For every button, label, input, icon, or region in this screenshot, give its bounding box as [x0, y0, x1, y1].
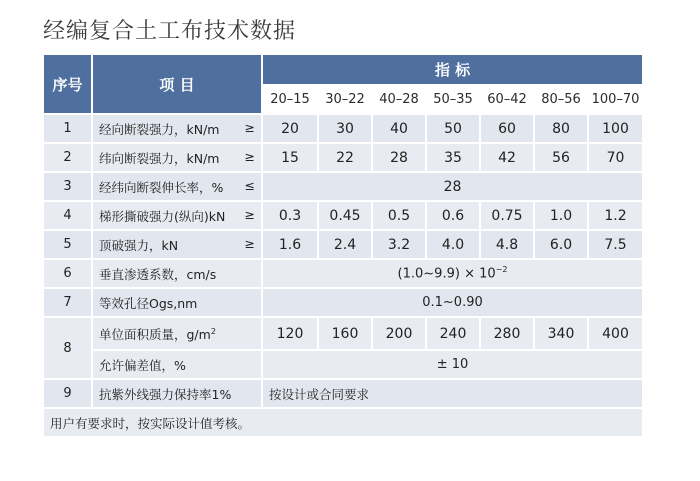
cell-value: 60 — [481, 115, 533, 142]
cell-value: 280 — [481, 318, 533, 349]
merged-value: 0.1~0.90 — [263, 289, 642, 316]
row-item: 允许偏差值，% — [93, 351, 261, 378]
spec-header: 20–15 — [263, 86, 317, 113]
page-title: 经编复合土工布技术数据 — [43, 19, 297, 44]
cell-value: 340 — [535, 318, 587, 349]
cell-value: 400 — [589, 318, 642, 349]
table-row — [44, 260, 642, 287]
row-item: 单位面积质量，$g/m^2$ — [93, 318, 261, 349]
table-row — [44, 231, 642, 258]
row-item: 梯形撕破强力(纵向)kN ≥ — [93, 202, 261, 229]
row-number: 9 — [44, 380, 91, 407]
row-number: 6 — [44, 260, 91, 287]
row-item: 抗紫外线强力保持率1% — [93, 380, 261, 407]
spec-header: 30–22 — [319, 86, 371, 113]
row-number: 4 — [44, 202, 91, 229]
cell-value: 50 — [427, 115, 479, 142]
table-row — [44, 173, 642, 200]
cell-value: 7.5 — [589, 231, 642, 258]
cell-value: 1.2 — [589, 202, 642, 229]
cell-value: 120 — [263, 318, 317, 349]
cell-value: 6.0 — [535, 231, 587, 258]
cell-value: 15 — [263, 144, 317, 171]
cell-value: 30 — [319, 115, 371, 142]
row-number: 1 — [44, 115, 91, 142]
row-number: 3 — [44, 173, 91, 200]
cell-value: 35 — [427, 144, 479, 171]
cell-value: 100 — [589, 115, 642, 142]
table-row — [44, 318, 642, 349]
table-row — [44, 351, 642, 378]
cell-value: 40 — [373, 115, 425, 142]
cell-value: 28 — [373, 144, 425, 171]
table-row — [44, 115, 642, 142]
table-row — [44, 144, 642, 171]
cell-value: 4.0 — [427, 231, 479, 258]
cell-value: 3.2 — [373, 231, 425, 258]
row-number: 2 — [44, 144, 91, 171]
row-item: 经纬向断裂伸长率，% ≤ — [93, 173, 261, 200]
row-item: 垂直渗透系数，cm/s — [93, 260, 261, 287]
merged-value: ± 10 — [263, 351, 642, 378]
spec-header: 50–35 — [427, 86, 479, 113]
cell-value: 0.5 — [373, 202, 425, 229]
cell-value: 1.0 — [535, 202, 587, 229]
cell-value: 0.3 — [263, 202, 317, 229]
row-number: 8 — [44, 318, 91, 378]
cell-value: 42 — [481, 144, 533, 171]
merged-value: 按设计或合同要求 — [263, 380, 642, 407]
table-row — [44, 202, 642, 229]
cell-value: 200 — [373, 318, 425, 349]
spec-header: 100–70 — [589, 86, 642, 113]
row-number: 5 — [44, 231, 91, 258]
tech-data-table — [42, 53, 644, 438]
cell-value: 70 — [589, 144, 642, 171]
table-note: 用户有要求时，按实际设计值考核。 — [44, 409, 642, 436]
merged-value: (1.0~9.9) × $10^{-2}$ — [263, 260, 642, 287]
spec-header: 80–56 — [535, 86, 587, 113]
header-item: 项 目 — [93, 55, 261, 113]
cell-value: 0.6 — [427, 202, 479, 229]
cell-value: 20 — [263, 115, 317, 142]
cell-value: 2.4 — [319, 231, 371, 258]
row-item: 经向断裂强力，kN/m ≥ — [93, 115, 261, 142]
row-item: 纬向断裂强力，kN/m ≥ — [93, 144, 261, 171]
row-item: 等效孔径Ogs,nm — [93, 289, 261, 316]
row-item: 顶破强力，kN ≥ — [93, 231, 261, 258]
spec-header: 40–28 — [373, 86, 425, 113]
table-note-row — [44, 409, 642, 436]
cell-value: 240 — [427, 318, 479, 349]
cell-value: 56 — [535, 144, 587, 171]
cell-value: 0.75 — [481, 202, 533, 229]
row-number: 7 — [44, 289, 91, 316]
header-index: 指 标 — [263, 55, 642, 84]
merged-value: 28 — [263, 173, 642, 200]
cell-value: 1.6 — [263, 231, 317, 258]
header-seq: 序号 — [44, 55, 91, 113]
table-row — [44, 380, 642, 407]
table-row — [44, 289, 642, 316]
cell-value: 22 — [319, 144, 371, 171]
spec-header: 60–42 — [481, 86, 533, 113]
cell-value: 80 — [535, 115, 587, 142]
cell-value: 160 — [319, 318, 371, 349]
cell-value: 4.8 — [481, 231, 533, 258]
cell-value: 0.45 — [319, 202, 371, 229]
